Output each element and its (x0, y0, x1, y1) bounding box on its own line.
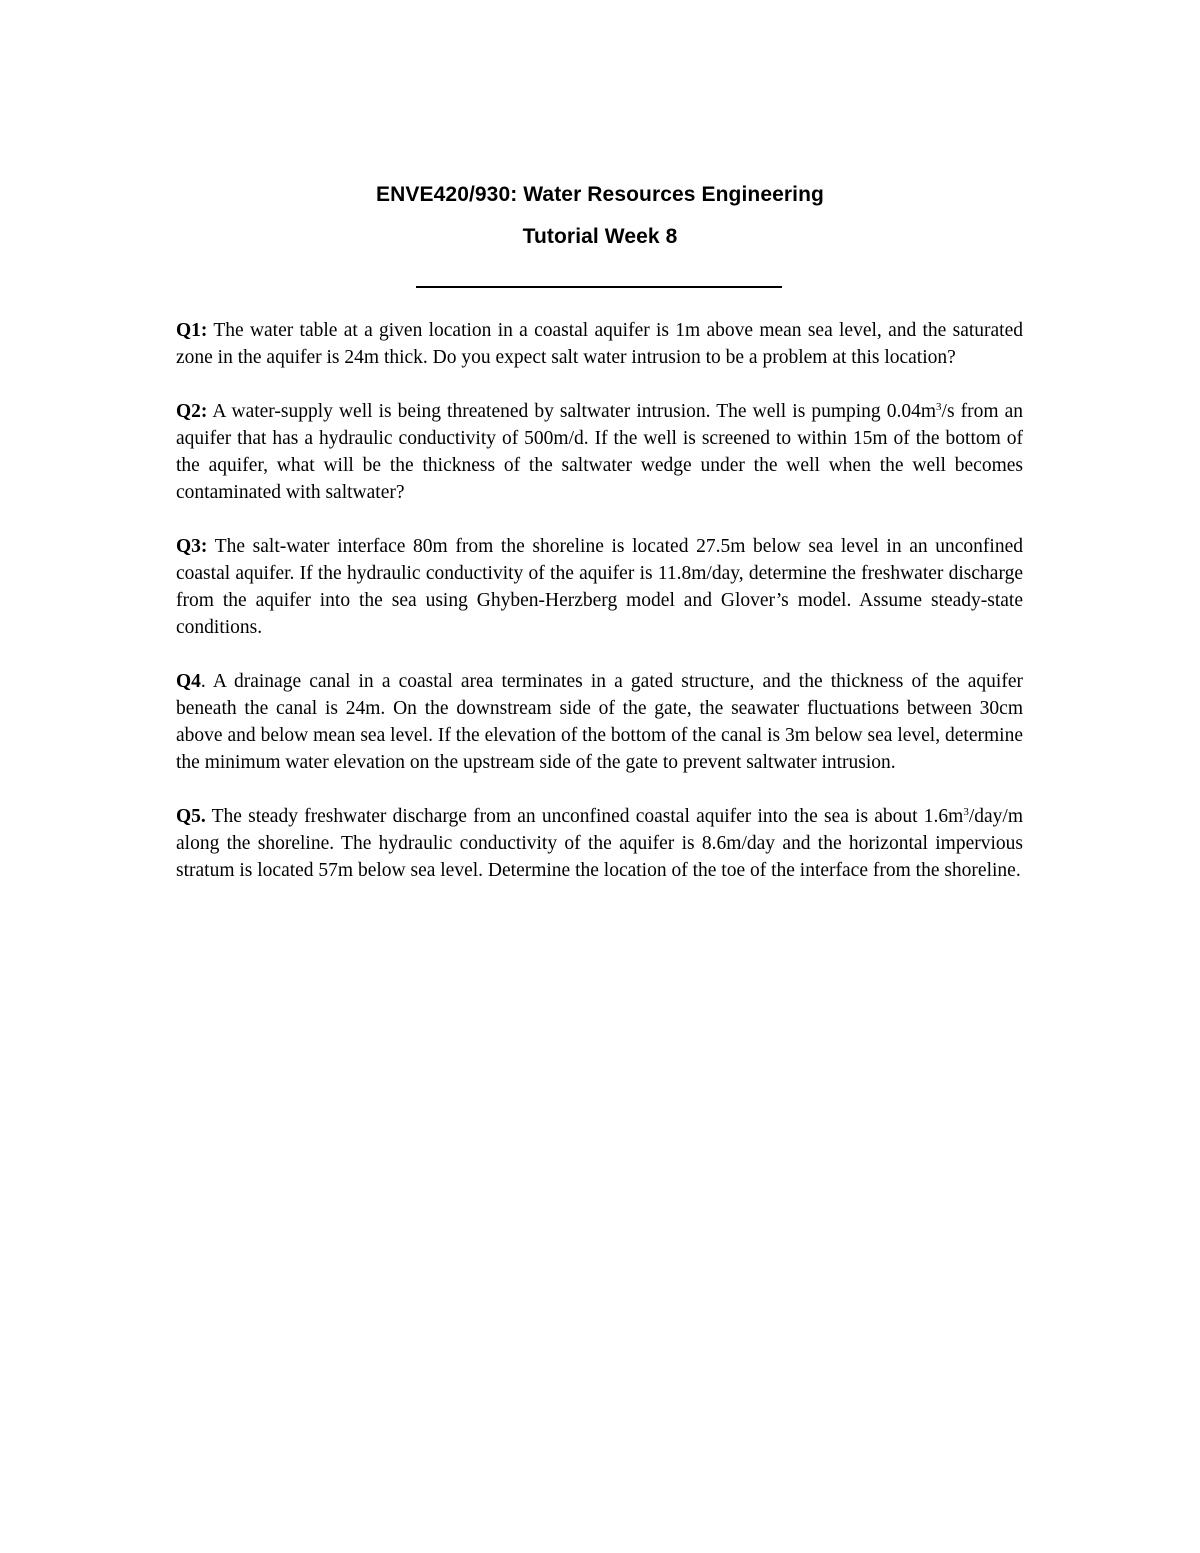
superscript: 3 (936, 401, 942, 413)
horizontal-divider (416, 286, 782, 288)
question-text: . A drainage canal in a coastal area terminates in a gated structure, and the thickness of the aquifer beneath the canal is 24m. On the downstream side of the gate, the seawater fluctuations between 30cm above and below mean sea level. If the elevation of the bottom of the canal is 3m below sea level, determine the minimum water elevation on the upstream side of the gate to prevent saltwater intrusion. (176, 671, 1023, 773)
question-label: Q2: (176, 401, 208, 422)
question-label: Q4 (176, 671, 201, 692)
question-text-continued: /day/m along the shoreline. The hydraulic conductivity of the aquifer is 8.6m/day and the horizontal impervious stratum is located 57m below sea level. Determine the location of the toe of the interface from the shoreline. (176, 806, 1023, 881)
question-label: Q5. (176, 806, 206, 827)
question-text: The water table at a given location in a coastal aquifer is 1m above mean sea level, and the saturated zone in the aquifer is 24m thick. Do you expect salt water intrusion to be a problem at this location? (176, 320, 1023, 368)
question-text: The steady freshwater discharge from an unconfined coastal aquifer into the sea is about 1.6m (205, 806, 964, 827)
question-1 (176, 317, 1023, 371)
question-text: The salt-water interface 80m from the shoreline is located 27.5m below sea level in an unconfined coastal aquifer. If the hydraulic conductivity of the aquifer is 11.8m/day, determine the freshwater discharge from the aquifer into the sea using Ghyben-Herzberg model and Glover’s model. Assume steady-state conditions. (176, 536, 1023, 638)
question-text-continued: /s from an aquifer that has a hydraulic conductivity of 500m/d. If the well is screened to within 15m of the bottom of the aquifer, what will be the thickness of the saltwater wedge under the well when the well becomes contaminated with saltwater? (176, 401, 1023, 503)
question-4 (176, 668, 1023, 776)
question-3 (176, 533, 1023, 641)
superscript: 3 (963, 806, 969, 818)
question-list (176, 317, 1023, 911)
question-5 (176, 803, 1023, 884)
question-label: Q3: (176, 536, 208, 557)
question-text: A water-supply well is being threatened by saltwater intrusion. The well is pumping 0.04m (207, 401, 937, 422)
document-title: ENVE420/930: Water Resources Engineering (376, 183, 824, 206)
question-label: Q1: (176, 320, 208, 341)
document-subtitle: Tutorial Week 8 (522, 225, 678, 248)
question-2 (176, 398, 1023, 506)
